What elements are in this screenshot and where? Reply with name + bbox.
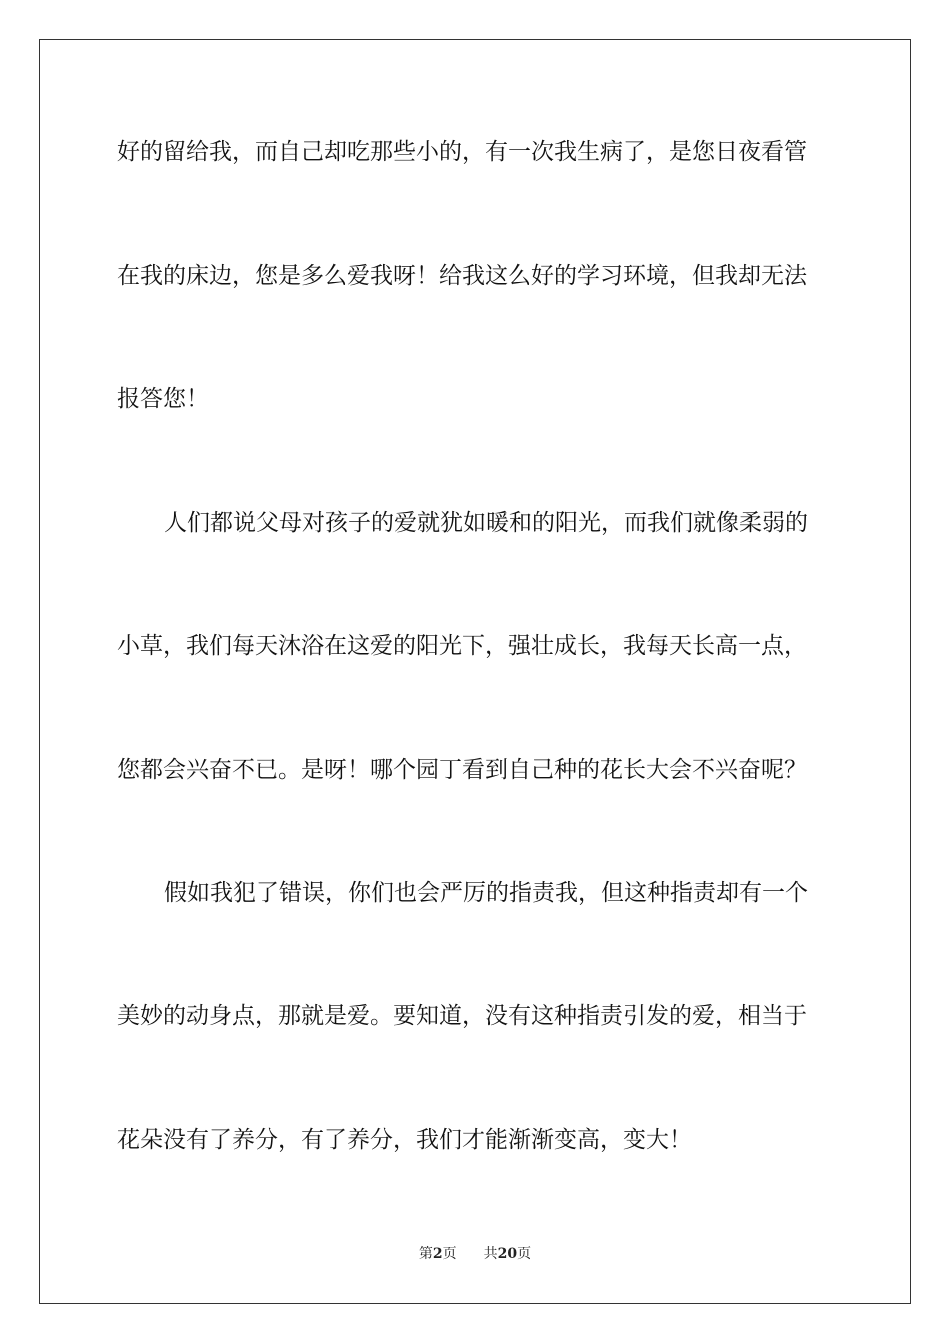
text-line-2: 在我的床边，您是多么爱我呀！给我这么好的学习环境，但我却无法	[117, 263, 807, 289]
total-suffix: 页	[517, 1246, 532, 1262]
total-prefix: 共	[483, 1246, 498, 1262]
page-border	[39, 39, 911, 1304]
text-line-6: 您都会兴奋不已。是呀！哪个园丁看到自己种的花长大会不兴奋呢？	[117, 757, 807, 783]
page-prefix: 第	[418, 1246, 433, 1262]
text-line-3: 报答您！	[117, 386, 209, 412]
text-line-5: 小草，我们每天沐浴在这爱的阳光下，强壮成长，我每天长高一点，	[117, 633, 807, 659]
page-suffix: 页	[442, 1246, 457, 1262]
total-pages: 20	[497, 1246, 518, 1262]
page-footer	[0, 1245, 950, 1263]
page-number: 2	[432, 1246, 443, 1262]
text-line-4-paragraph-start: 人们都说父母对孩子的爱就犹如暖和的阳光，而我们就像柔弱的	[164, 510, 808, 536]
text-line-1: 好的留给我，而自己却吃那些小的，有一次我生病了，是您日夜看管	[117, 139, 807, 165]
text-line-7-paragraph-start: 假如我犯了错误，你们也会严厉的指责我，但这种指责却有一个	[164, 880, 808, 906]
text-line-8: 美妙的动身点，那就是爱。要知道，没有这种指责引发的爱，相当于	[117, 1003, 807, 1029]
text-line-9: 花朵没有了养分，有了养分，我们才能渐渐变高，变大！	[117, 1127, 692, 1153]
